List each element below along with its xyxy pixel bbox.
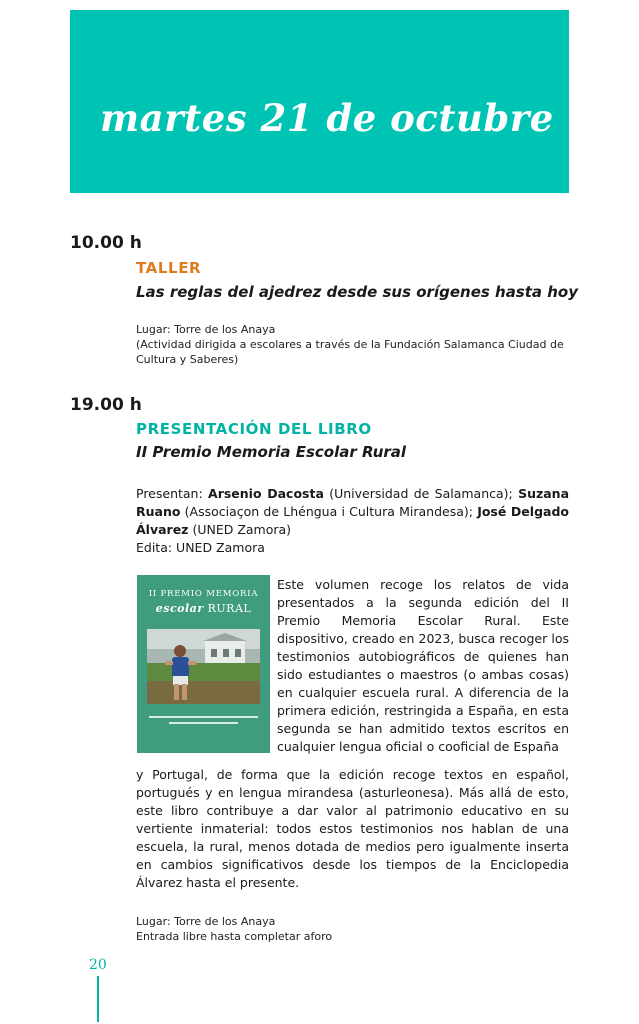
cover-subtitle-italic: escolar (155, 602, 204, 615)
book-cover-image (137, 575, 270, 753)
cover-subtitle-line (137, 602, 270, 615)
date-banner (70, 10, 569, 193)
date-heading: martes 21 de octubre (100, 96, 554, 140)
presenter-name: Arsenio Dacosta (208, 486, 324, 501)
book-description-part2: y Portugal, de forma que la edición recoge textos en español, portugués y en lengua mirandesa (asturleonesa). Más allá de esto, este libro contribuye a dar valor al patrimonio educativo en su vertiente inmaterial: todos estos testimonios nos hablan de una escuela, la rural, menos dotada de medios pero igualmente inserta en cambios significativos desde los tiempos de la Enciclopedia Álvarez hasta el presente. (136, 767, 569, 890)
separator: ; (468, 504, 478, 519)
book-description-continued (136, 766, 569, 892)
presenter-affiliation: (Universidad de Salamanca) (323, 486, 509, 501)
presenters-line (136, 485, 569, 539)
event-admission: Entrada libre hasta completar aforo (136, 930, 333, 943)
event-details (136, 322, 571, 367)
presenters-label: Presentan: (136, 486, 209, 501)
event-title: Las reglas del ajedrez desde sus orígenes hasta hoy (136, 283, 579, 301)
event-location: Lugar: Torre de los Anaya (136, 915, 276, 928)
cover-subtitle-rest: RURAL (203, 602, 252, 615)
event-time: 10.00 h (70, 233, 142, 253)
event-time: 19.00 h (70, 395, 142, 415)
presenter-name: José Delgado Álvarez (136, 504, 569, 537)
book-credits (136, 485, 569, 557)
publisher-line: Edita: UNED Zamora (136, 540, 265, 555)
presenter-affiliation: (UNED Zamora) (188, 522, 292, 537)
page-number: 20 (89, 957, 107, 973)
cover-title-line: II PREMIO MEMORIA (148, 589, 259, 599)
page-rule (97, 976, 99, 1022)
cover-footer-text-decoration (145, 713, 262, 727)
book-description-part1: Este volumen recoge los relatos de vida presentados a la segunda edición del II Premio Memoria Escolar Rural. Este dispositivo, creado en 2023, busca recoger los testimonios autobiográficos de quienes han sido estudiantes o maestros (o ambas cosas) en cualquier escuela rural. A diferencia de la primera edición, restringida a España, en esta segunda se han admitido textos escritos en cualquier lengua oficial o cooficial de España (277, 577, 569, 754)
book-description (277, 576, 569, 756)
event-details (136, 914, 571, 944)
event-category: PRESENTACIÓN DEL LIBRO (136, 420, 372, 438)
event-note: (Actividad dirigida a escolares a través de la Fundación Salamanca Ciudad de Cultura y Saberes) (136, 338, 564, 366)
presenter-affiliation: (Associaçon de Lhéngua i Cultura Mirandesa) (180, 504, 469, 519)
cover-photo (147, 629, 260, 704)
event-title: II Premio Memoria Escolar Rural (136, 443, 407, 461)
event-category: TALLER (136, 259, 202, 277)
separator: ; (508, 486, 519, 501)
presenter-name: Suzana Ruano (136, 486, 570, 519)
event-location: Lugar: Torre de los Anaya (136, 323, 276, 336)
